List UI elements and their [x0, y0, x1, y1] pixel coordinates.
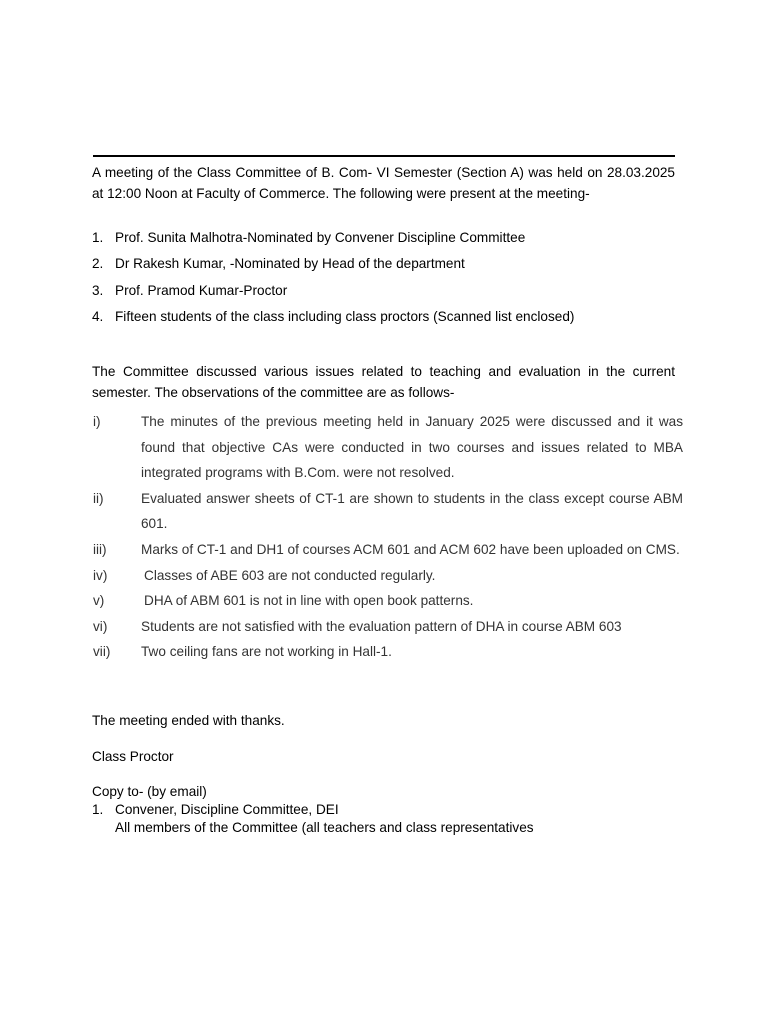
observation-item	[93, 486, 683, 537]
attendee-text: Dr Rakesh Kumar, -Nominated by Head of the department	[115, 256, 465, 272]
roman-numeral: i)	[93, 414, 101, 429]
roman-numeral: vi)	[93, 618, 108, 634]
recipient-text: All members of the Committee (all teachers and class representatives	[115, 820, 534, 835]
attendee-text: Prof. Pramod Kumar-Proctor	[115, 282, 288, 298]
observation-text: DHA of ABM 601 is not in line with open book patterns.	[144, 593, 474, 609]
roman-numeral: iv)	[93, 567, 108, 583]
discussion-paragraph: The Committee discussed various issues related to teaching and evaluation in the current semester. The observations of the committee are as follows-	[92, 364, 675, 400]
list-number: 2.	[92, 256, 104, 272]
attendee-item	[92, 308, 682, 334]
observation-text: Evaluated answer sheets of CT-1 are shown to students in the class except course ABM 601.	[141, 490, 683, 532]
observation-text: Students are not satisfied with the evaluation pattern of DHA in course ABM 603	[141, 618, 622, 634]
observation-text: Two ceiling fans are not working in Hall-1.	[141, 644, 392, 660]
list-number: 1.	[92, 230, 104, 245]
header-divider	[93, 155, 675, 157]
observation-item	[93, 409, 683, 486]
attendee-text: Prof. Sunita Malhotra-Nominated by Convener Discipline Committee	[115, 230, 526, 245]
copy-to-item	[92, 801, 692, 819]
observation-item	[93, 614, 683, 640]
observation-item	[93, 563, 683, 589]
closing-line: The meeting ended with thanks.	[92, 713, 285, 728]
attendee-item	[92, 229, 682, 255]
roman-numeral: iii)	[93, 541, 107, 557]
intro-paragraph: A meeting of the Class Committee of B. Com- VI Semester (Section A) was held on 28.03.2025 at 12:00 Noon at Faculty of Commerce. The following were present at the meeting-	[92, 165, 675, 201]
signature-line: Class Proctor	[92, 749, 174, 764]
recipient-text: Convener, Discipline Committee, DEI	[115, 802, 339, 817]
observation-item	[93, 537, 683, 563]
copy-to-label: Copy to- (by email)	[92, 784, 207, 799]
roman-numeral: ii)	[93, 490, 104, 506]
observation-text: Marks of CT-1 and DH1 of courses ACM 601 and ACM 602 have been uploaded on CMS.	[141, 541, 680, 557]
roman-numeral: v)	[93, 593, 105, 609]
observation-item	[93, 639, 683, 665]
list-number: 1.	[92, 802, 104, 817]
copy-to-list	[92, 801, 692, 837]
attendees-list	[92, 229, 682, 334]
observation-text: Classes of ABE 603 are not conducted regularly.	[144, 567, 436, 583]
roman-numeral: vii)	[93, 644, 111, 660]
list-number: 4.	[92, 308, 104, 324]
attendee-text: Fifteen students of the class including class proctors (Scanned list enclosed)	[115, 308, 575, 324]
attendee-item	[92, 255, 682, 281]
attendee-item	[92, 282, 682, 308]
list-number: 3.	[92, 282, 104, 298]
observations-list	[93, 409, 683, 665]
copy-to-item	[92, 819, 692, 837]
observation-item	[93, 588, 683, 614]
observation-text: The minutes of the previous meeting held in January 2025 were discussed and it was found that objective CAs were conducted in two courses and issues related to MBA integrated programs with B.Com. were not resolved.	[141, 414, 683, 481]
